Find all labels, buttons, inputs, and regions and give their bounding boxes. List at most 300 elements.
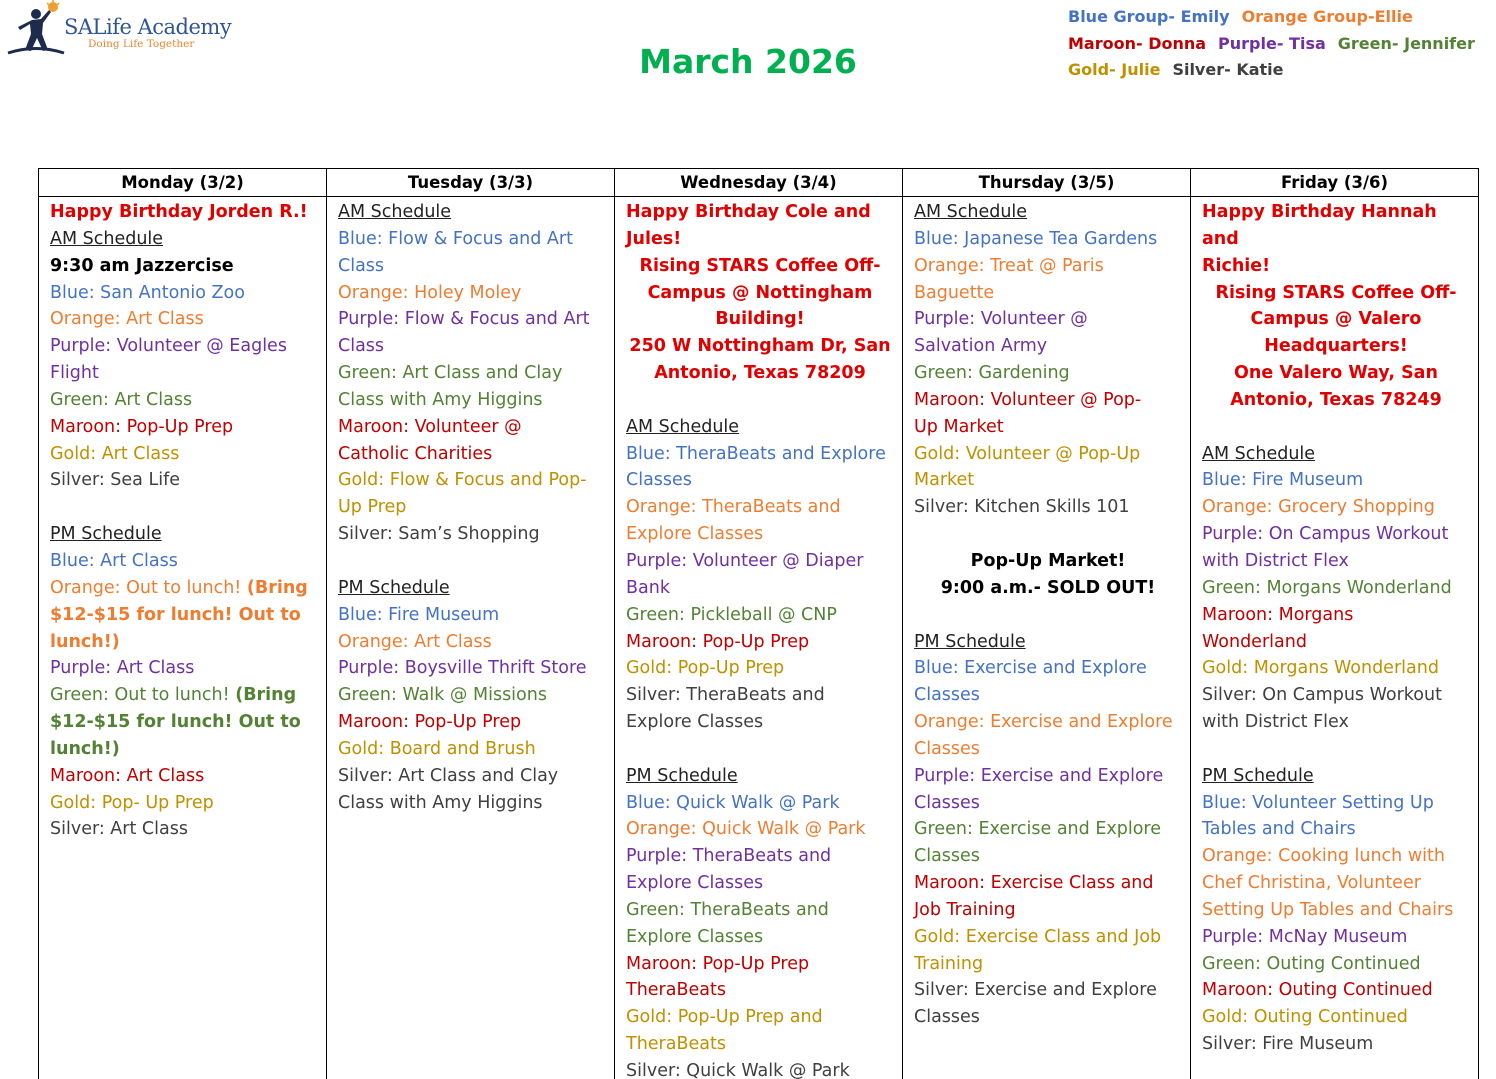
schedule-line (626, 709, 894, 736)
schedule-line (50, 602, 318, 629)
schedule-line-text: Orange: Grocery Shopping (1202, 497, 1435, 518)
schedule-line-text: Green: Exercise and Explore (914, 819, 1161, 840)
schedule-line (50, 467, 318, 494)
schedule-line-text: Blue: Fire Museum (1202, 470, 1364, 491)
schedule-line (914, 763, 1182, 790)
schedule-line (626, 226, 894, 253)
legend-orange-group: Orange Group-Ellie (1241, 7, 1413, 26)
schedule-line (338, 333, 606, 360)
schedule-line-text: Classes (914, 738, 980, 759)
schedule-line-text: lunch!) (50, 738, 120, 759)
schedule-line (914, 897, 1182, 924)
schedule-line-text: Orange: Out to lunch! (50, 577, 247, 598)
day-cell-thursday (903, 197, 1191, 1079)
schedule-section-heading (50, 521, 318, 548)
legend-row (1068, 57, 1475, 84)
schedule-line (626, 199, 894, 226)
schedule-line (50, 360, 318, 387)
day-header-row (39, 169, 1479, 197)
schedule-line (626, 333, 894, 360)
legend-gold-group: Gold- Julie (1068, 60, 1161, 79)
schedule-line (1202, 1031, 1470, 1058)
schedule-line-text: Classes (914, 792, 980, 813)
spacer (1202, 414, 1470, 441)
schedule-line (50, 387, 318, 414)
schedule-line-text: Class (338, 336, 385, 357)
schedule-line-text: Orange: Cooking lunch with (1202, 846, 1445, 867)
schedule-line-text: Maroon: Exercise Class and (914, 873, 1154, 894)
schedule-line-text: Market (914, 470, 975, 491)
schedule-line (1202, 843, 1470, 870)
schedule-line-emphasis: (Bring (235, 685, 297, 706)
schedule-line (338, 629, 606, 656)
schedule-line-text: Blue: Exercise and Explore (914, 658, 1147, 679)
schedule-line-text: Orange: Holey Moley (338, 282, 522, 303)
schedule-line (626, 951, 894, 978)
schedule-line-text: Green: Art Class and Clay (338, 363, 563, 384)
schedule-line (626, 977, 894, 1004)
schedule-line-text: Silver: TheraBeats and (626, 685, 825, 706)
schedule-line-text: Richie! (1202, 255, 1271, 276)
schedule-line-text: TheraBeats (626, 1034, 726, 1055)
schedule-line (338, 521, 606, 548)
schedule-line (1202, 494, 1470, 521)
schedule-line (50, 816, 318, 843)
schedule-line (50, 414, 318, 441)
schedule-line (1202, 575, 1470, 602)
schedule-line-text: Blue: San Antonio Zoo (50, 282, 245, 303)
schedule-line-text: Purple: McNay Museum (1202, 926, 1408, 947)
schedule-line-text: Maroon: Pop-Up Prep (626, 631, 810, 652)
weekly-schedule-table (38, 168, 1479, 1079)
schedule-line-text: Antonio, Texas 78209 (654, 363, 866, 384)
schedule-line (914, 333, 1182, 360)
spacer (914, 521, 1182, 548)
schedule-line-text: Maroon: Art Class (50, 765, 205, 786)
schedule-line-text: Green: Morgans Wonderland (1202, 577, 1452, 598)
schedule-line-text: Explore Classes (626, 926, 764, 947)
schedule-line (626, 521, 894, 548)
schedule-line (1202, 682, 1470, 709)
schedule-line-text: 9:30 am Jazzercise (50, 255, 234, 276)
schedule-line-text: Purple: Boysville Thrift Store (338, 658, 587, 679)
day-header-thursday: Thursday (3/5) (903, 169, 1191, 197)
schedule-line-text: Campus @ Valero (1250, 309, 1422, 330)
schedule-line-emphasis: (Bring (246, 577, 308, 598)
schedule-line-text: Jules! (626, 228, 682, 249)
schedule-line-text: AM Schedule (1202, 443, 1316, 464)
legend-green-group: Green- Jennifer (1337, 33, 1475, 53)
schedule-line (626, 602, 894, 629)
schedule-line-text: Headquarters! (1264, 336, 1408, 357)
schedule-line-text: Explore Classes (626, 712, 764, 733)
legend-blue-group: Blue Group- Emily (1068, 7, 1230, 26)
schedule-line-text: Campus @ Nottingham (647, 282, 873, 303)
schedule-line (626, 870, 894, 897)
schedule-line-text: Silver: Art Class (50, 819, 188, 840)
schedule-line-text: 9:00 a.m.- SOLD OUT! (940, 577, 1156, 598)
logo-tagline: Doing Life Together (88, 38, 195, 50)
schedule-line-text: Silver: On Campus Workout (1202, 685, 1442, 706)
schedule-line-text: $12-$15 for lunch! Out to (50, 712, 301, 733)
schedule-line (1202, 253, 1470, 280)
schedule-line (338, 360, 606, 387)
schedule-line (50, 333, 318, 360)
schedule-line-text: Maroon: Outing Continued (1202, 980, 1433, 1001)
schedule-line (50, 629, 318, 656)
schedule-line (626, 441, 894, 468)
schedule-line-text: Up Prep (338, 497, 407, 518)
schedule-line-text: Silver: Quick Walk @ Park (626, 1061, 850, 1079)
logo-name: SALife Academy (64, 15, 232, 39)
schedule-line (50, 763, 318, 790)
schedule-line (338, 467, 606, 494)
schedule-line (626, 1031, 894, 1058)
schedule-line-text: Purple: Exercise and Explore (914, 765, 1164, 786)
schedule-line (50, 736, 318, 763)
legend-row (1068, 31, 1475, 58)
schedule-line-text: lunch!) (50, 631, 120, 652)
legend-row (1068, 4, 1475, 31)
schedule-line-text: Purple: Volunteer @ (914, 309, 1088, 330)
schedule-line-text: Gold: Flow & Focus and Pop- (338, 470, 587, 491)
schedule-line (914, 280, 1182, 307)
schedule-line-text: Purple: Art Class (50, 658, 195, 679)
schedule-line-text: Up Market (914, 416, 1004, 437)
schedule-line (1202, 977, 1470, 1004)
schedule-line (338, 494, 606, 521)
schedule-line (914, 709, 1182, 736)
schedule-line (914, 790, 1182, 817)
schedule-line-text: Blue: Flow & Focus and Art (338, 228, 573, 249)
schedule-line (626, 280, 894, 307)
schedule-line-text: Happy Birthday Jorden R.! (50, 202, 308, 222)
schedule-line (50, 280, 318, 307)
schedule-line (914, 226, 1182, 253)
schedule-line-text: Blue: Quick Walk @ Park (626, 792, 840, 813)
schedule-line (1202, 1004, 1470, 1031)
schedule-line-text: Class with Amy Higgins (338, 389, 543, 410)
schedule-line-text: Maroon: Pop-Up Prep (626, 953, 810, 974)
schedule-line (338, 387, 606, 414)
schedule-line-text: Purple: Flow & Focus and Art (338, 309, 590, 330)
schedule-line (914, 441, 1182, 468)
schedule-line (50, 253, 318, 280)
schedule-line (1202, 602, 1470, 629)
schedule-line-text: Pop-Up Market! (970, 550, 1126, 571)
schedule-line (626, 629, 894, 656)
schedule-line-text: Gold: Morgans Wonderland (1202, 658, 1439, 679)
schedule-line-text: Purple: On Campus Workout (1202, 524, 1449, 545)
schedule-line-text: AM Schedule (50, 228, 164, 249)
schedule-line (338, 790, 606, 817)
schedule-line (914, 655, 1182, 682)
schedule-line-text: Classes (626, 470, 692, 491)
schedule-line (338, 709, 606, 736)
schedule-line (338, 280, 606, 307)
schedule-line (914, 414, 1182, 441)
schedule-line-text: Blue: Volunteer Setting Up (1202, 792, 1434, 813)
schedule-line-text: Bank (626, 577, 670, 598)
schedule-line (914, 306, 1182, 333)
schedule-line-text: Orange: Exercise and Explore (914, 712, 1173, 733)
schedule-line-text: AM Schedule (914, 202, 1028, 222)
schedule-line (50, 655, 318, 682)
day-cell-friday (1191, 197, 1479, 1079)
group-legend (1068, 4, 1475, 84)
schedule-line-text: Orange: Art Class (338, 631, 492, 652)
schedule-section-heading (1202, 763, 1470, 790)
spacer (50, 494, 318, 521)
schedule-line-text: Green: Pickleball @ CNP (626, 604, 837, 625)
schedule-line-text: with District Flex (1202, 712, 1349, 733)
schedule-line (626, 1004, 894, 1031)
schedule-section-heading (914, 199, 1182, 226)
schedule-line-text: Blue: TheraBeats and Explore (626, 443, 886, 464)
schedule-section-heading (914, 629, 1182, 656)
schedule-line-text: Flight (50, 363, 99, 384)
schedule-line-text: Happy Birthday Cole and (626, 202, 871, 222)
schedule-line-text: Classes (914, 1007, 980, 1028)
schedule-line (1202, 387, 1470, 414)
schedule-line (1202, 280, 1470, 307)
day-cell-monday (39, 197, 327, 1079)
schedule-line (914, 253, 1182, 280)
day-content-row (39, 197, 1479, 1079)
schedule-line (626, 655, 894, 682)
schedule-line-text: Antonio, Texas 78249 (1230, 389, 1442, 410)
schedule-line-text: Gold: Pop-Up Prep and (626, 1007, 823, 1028)
schedule-line (1202, 816, 1470, 843)
schedule-line (338, 441, 606, 468)
schedule-line (338, 306, 606, 333)
schedule-line-text: PM Schedule (914, 631, 1026, 652)
schedule-line (626, 843, 894, 870)
schedule-line (914, 360, 1182, 387)
schedule-line-text: Silver: Sam’s Shopping (338, 524, 540, 545)
schedule-line-text: Class with Amy Higgins (338, 792, 543, 813)
day-header-friday: Friday (3/6) (1191, 169, 1479, 197)
schedule-line-text: Gold: Board and Brush (338, 738, 536, 759)
schedule-line-text: Maroon: Volunteer @ (338, 416, 522, 437)
schedule-line-text: Gold: Pop- Up Prep (50, 792, 214, 813)
schedule-line (626, 253, 894, 280)
schedule-line (626, 924, 894, 951)
schedule-line-text: Green: Walk @ Missions (338, 685, 547, 706)
schedule-line-text: Silver: Art Class and Clay (338, 765, 559, 786)
schedule-section-heading (50, 226, 318, 253)
schedule-line (50, 709, 318, 736)
day-header-tuesday: Tuesday (3/3) (327, 169, 615, 197)
schedule-line-text: PM Schedule (338, 577, 450, 598)
schedule-line-text: PM Schedule (626, 765, 738, 786)
schedule-line (338, 226, 606, 253)
schedule-line-text: Building! (715, 309, 805, 330)
schedule-line (1202, 467, 1470, 494)
spacer (914, 602, 1182, 629)
schedule-line (626, 467, 894, 494)
schedule-line (338, 253, 606, 280)
schedule-line-text: Gold: Volunteer @ Pop-Up (914, 443, 1141, 464)
schedule-line-text: Green: TheraBeats and (626, 899, 829, 920)
schedule-line (914, 870, 1182, 897)
schedule-line-text: Chef Christina, Volunteer (1202, 873, 1421, 894)
schedule-line (626, 790, 894, 817)
schedule-line-text: Happy Birthday Hannah and (1202, 202, 1437, 249)
schedule-line (1202, 655, 1470, 682)
schedule-line (914, 924, 1182, 951)
schedule-line-text: Maroon: Morgans (1202, 604, 1354, 625)
spacer (338, 548, 606, 575)
schedule-line-text: Gold: Outing Continued (1202, 1007, 1408, 1028)
schedule-line-text: PM Schedule (50, 524, 162, 545)
schedule-section-heading (626, 414, 894, 441)
schedule-line-text: Green: Gardening (914, 363, 1070, 384)
schedule-line-text: Gold: Pop-Up Prep (626, 658, 785, 679)
schedule-line (914, 977, 1182, 1004)
schedule-section-heading (626, 763, 894, 790)
schedule-line-text: Green: Out to lunch! (50, 685, 236, 706)
schedule-line (914, 494, 1182, 521)
schedule-line-text: Tables and Chairs (1202, 819, 1356, 840)
schedule-line-text: Silver: Sea Life (50, 470, 181, 491)
day-cell-tuesday (327, 197, 615, 1079)
schedule-line-text: Purple: TheraBeats and (626, 846, 832, 867)
schedule-line (626, 575, 894, 602)
schedule-line (914, 843, 1182, 870)
schedule-line-text: Orange: Treat @ Paris (914, 255, 1104, 276)
schedule-line (338, 682, 606, 709)
spacer (1202, 736, 1470, 763)
schedule-line (626, 306, 894, 333)
schedule-line-text: Setting Up Tables and Chairs (1202, 899, 1454, 920)
schedule-line-text: Rising STARS Coffee Off- (639, 255, 881, 276)
schedule-line (914, 387, 1182, 414)
schedule-line (338, 414, 606, 441)
schedule-line-text: Maroon: Volunteer @ Pop- (914, 389, 1142, 410)
schedule-line-text: Gold: Art Class (50, 443, 180, 464)
schedule-line (1202, 521, 1470, 548)
schedule-line (1202, 306, 1470, 333)
schedule-line (1202, 790, 1470, 817)
schedule-line (1202, 199, 1470, 253)
spacer (626, 387, 894, 414)
schedule-line (50, 441, 318, 468)
schedule-line-text: Silver: Exercise and Explore (914, 980, 1157, 1001)
schedule-line (1202, 629, 1470, 656)
schedule-line-text: Blue: Fire Museum (338, 604, 500, 625)
schedule-line-text: Job Training (914, 899, 1016, 920)
schedule-section-heading (338, 199, 606, 226)
schedule-line-text: Silver: Fire Museum (1202, 1034, 1374, 1055)
day-header-wednesday: Wednesday (3/4) (615, 169, 903, 197)
schedule-line-text: Classes (914, 685, 980, 706)
schedule-line-text: TheraBeats (626, 980, 726, 1001)
schedule-line-text: 250 W Nottingham Dr, San (629, 336, 891, 357)
schedule-line (1202, 951, 1470, 978)
schedule-line-text: Green: Outing Continued (1202, 953, 1421, 974)
schedule-line-text: Salvation Army (914, 336, 1048, 357)
schedule-line (1202, 333, 1470, 360)
schedule-line-text: AM Schedule (626, 416, 740, 437)
schedule-line (50, 548, 318, 575)
legend-purple-group: Purple- Tisa (1218, 33, 1326, 53)
schedule-line-text: One Valero Way, San (1234, 363, 1438, 384)
schedule-line (914, 467, 1182, 494)
schedule-line (50, 682, 318, 709)
schedule-line-text: Training (914, 953, 984, 974)
schedule-line (1202, 360, 1470, 387)
schedule-line-text: Wonderland (1202, 631, 1307, 652)
schedule-line (1202, 548, 1470, 575)
schedule-line-text: AM Schedule (338, 202, 452, 222)
schedule-line (1202, 924, 1470, 951)
schedule-line (626, 494, 894, 521)
schedule-line (1202, 870, 1470, 897)
schedule-line-text: Orange: TheraBeats and (626, 497, 841, 518)
schedule-line-text: Baguette (914, 282, 995, 303)
schedule-line (914, 548, 1182, 575)
schedule-line-text: Maroon: Pop-Up Prep (50, 416, 234, 437)
schedule-line-text: Green: Art Class (50, 389, 193, 410)
schedule-line-text: PM Schedule (1202, 765, 1314, 786)
schedule-line (338, 602, 606, 629)
schedule-line (50, 790, 318, 817)
schedule-line-text: Catholic Charities (338, 443, 493, 464)
schedule-line-text: Explore Classes (626, 524, 764, 545)
schedule-line (914, 951, 1182, 978)
schedule-line-text: with District Flex (1202, 550, 1349, 571)
schedule-line (338, 655, 606, 682)
schedule-line-text: Purple: Volunteer @ Diaper (626, 550, 864, 571)
spacer (626, 736, 894, 763)
schedule-line (50, 199, 318, 226)
legend-maroon-group: Maroon- Donna (1068, 33, 1207, 53)
schedule-line (626, 897, 894, 924)
schedule-line-text: Class (338, 255, 385, 276)
schedule-line (626, 360, 894, 387)
schedule-line (1202, 709, 1470, 736)
legend-silver-group: Silver- Katie (1172, 60, 1284, 79)
schedule-line (338, 763, 606, 790)
page-title: March 2026 (639, 42, 857, 81)
schedule-line-text: Orange: Quick Walk @ Park (626, 819, 866, 840)
day-header-monday: Monday (3/2) (39, 169, 327, 197)
schedule-line (626, 682, 894, 709)
schedule-line-text: Rising STARS Coffee Off- (1215, 282, 1457, 303)
schedule-line (914, 575, 1182, 602)
schedule-line-text: Orange: Art Class (50, 309, 204, 330)
schedule-line (50, 306, 318, 333)
schedule-line-text: Classes (914, 846, 980, 867)
schedule-line (338, 736, 606, 763)
schedule-line (50, 575, 318, 602)
schedule-line-text: $12-$15 for lunch! Out to (50, 604, 301, 625)
schedule-line-text: Blue: Japanese Tea Gardens (914, 228, 1158, 249)
schedule-line (914, 736, 1182, 763)
day-cell-wednesday (615, 197, 903, 1079)
schedule-line (914, 682, 1182, 709)
schedule-section-heading (1202, 441, 1470, 468)
schedule-line (914, 1004, 1182, 1031)
schedule-line-text: Blue: Art Class (50, 550, 178, 571)
schedule-line-text: Silver: Kitchen Skills 101 (914, 497, 1130, 518)
schedule-line-text: Explore Classes (626, 873, 764, 894)
schedule-line-text: Purple: Volunteer @ Eagles (50, 336, 287, 357)
schedule-line-text: Maroon: Pop-Up Prep (338, 712, 522, 733)
schedule-line (1202, 897, 1470, 924)
schedule-line (626, 1058, 894, 1079)
